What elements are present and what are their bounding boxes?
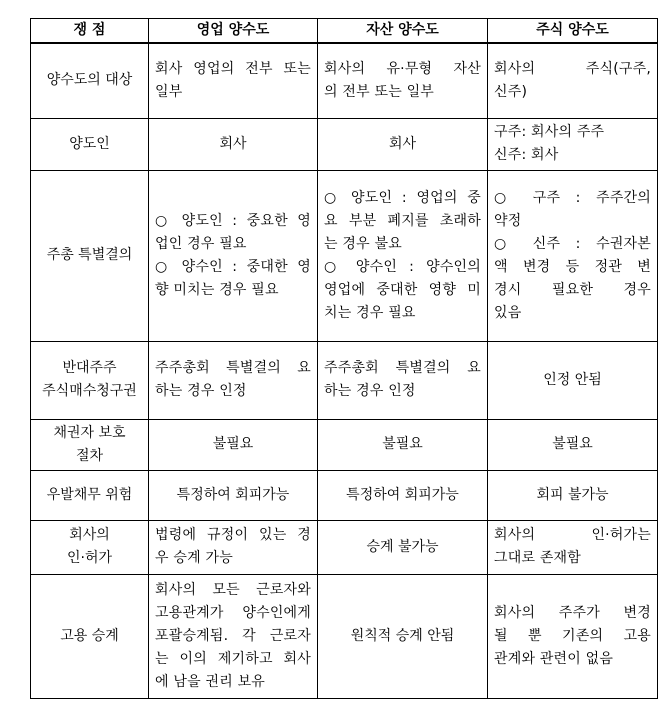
cell-line: 약정 — [494, 212, 522, 229]
issue-cell — [31, 419, 149, 470]
cell-line: 채권자 보호 — [53, 424, 126, 441]
cell-line: ○ 구주 : 주주간의 — [494, 189, 651, 206]
issue-cell — [31, 341, 149, 419]
asset-cell — [318, 118, 488, 170]
cell-line: 회사 — [388, 135, 417, 152]
cell-line: ○ 신주 : 수권자본 — [494, 235, 651, 252]
cell-line: 업인 경우 필요 — [155, 235, 247, 252]
issue-cell — [31, 520, 149, 574]
table-row — [31, 118, 658, 170]
cell-line: 회사의 — [69, 527, 110, 543]
cell-line: 에 남을 권리 보유 — [155, 673, 266, 690]
cell-line: 우발채무 위험 — [46, 486, 133, 503]
cell-line: ○ 양수인 : 양수인의 — [324, 258, 481, 275]
issue-cell — [31, 118, 149, 170]
stock-cell — [488, 520, 658, 574]
asset-cell — [318, 470, 488, 520]
cell-line: 법령에 규정이 있는 경 — [155, 527, 311, 543]
asset-cell — [318, 170, 488, 341]
asset-cell — [318, 520, 488, 574]
cell-line: 주총 특별결의 — [46, 247, 133, 263]
cell-line: 주주총회 특별결의 요 — [155, 360, 311, 376]
cell-line: 반대주주 — [62, 360, 117, 376]
table-row — [31, 574, 658, 698]
cell-line: 절차 — [75, 447, 104, 464]
cell-line: 회사의 인·허가는 — [494, 527, 651, 543]
table-row — [31, 341, 658, 419]
cell-line: 포괄승계됨. 각 근로자 — [155, 627, 311, 644]
cell-line: 회사의 주주가 변경 — [494, 604, 651, 621]
cell-line: 신주) — [494, 83, 528, 100]
issue-cell — [31, 574, 149, 698]
cell-line: 경시 필요한 경우 — [494, 281, 651, 298]
stock-cell — [488, 341, 658, 419]
cell-line: 하는 경우 인정 — [324, 383, 416, 399]
cell-line: 는 경우 불요 — [324, 235, 402, 252]
cell-line: 회사의 주식(구주, — [494, 60, 651, 77]
table-row — [31, 470, 658, 520]
cell-line: 원칙적 승계 안됨 — [350, 627, 455, 644]
cell-line: 는 이의 제기하고 회사 — [155, 650, 311, 667]
header-row — [31, 19, 658, 44]
cell-line: 신주: 회사 — [494, 147, 559, 163]
cell-line: 의 전부 또는 일부 — [324, 83, 435, 100]
cell-line: 불필요 — [212, 436, 254, 452]
business-cell — [149, 43, 318, 118]
header-asset-transfer: 자산 양수도 — [318, 19, 488, 44]
asset-cell — [318, 341, 488, 419]
cell-line: 양도인 — [69, 135, 110, 152]
cell-line: 우 승계 가능 — [155, 550, 233, 566]
issue-cell — [31, 43, 149, 118]
cell-line: 요 부분 폐지를 초래하 — [324, 212, 481, 229]
stock-cell — [488, 574, 658, 698]
cell-line: 특정하여 회피가능 — [346, 486, 459, 503]
table-row — [31, 520, 658, 574]
table-row — [31, 170, 658, 341]
cell-line: 향 미치는 경우 필요 — [155, 281, 279, 298]
cell-line: 관계와 관련이 없음 — [494, 650, 614, 667]
cell-line: 치는 경우 필요 — [324, 304, 416, 321]
cell-line: 특정하여 회피가능 — [176, 486, 290, 503]
cell-line: 고용관계가 양수인에게 — [155, 604, 311, 621]
cell-line: 있음 — [494, 304, 522, 321]
asset-cell — [318, 43, 488, 118]
business-cell — [149, 118, 318, 170]
asset-cell — [318, 419, 488, 470]
issue-cell — [31, 470, 149, 520]
cell-line: 회사 — [219, 135, 247, 152]
cell-line: 하는 경우 인정 — [155, 383, 247, 399]
cell-line: 회사 영업의 전부 또는 — [155, 60, 311, 77]
cell-line: 인정 안됨 — [543, 371, 602, 388]
header-issue: 쟁 점 — [31, 19, 149, 44]
comparison-table — [30, 18, 658, 699]
cell-line: 될 뿐 기존의 고용 — [494, 627, 651, 644]
cell-line: 액 변경 등 정관 변 — [494, 258, 651, 275]
business-cell — [149, 170, 318, 341]
business-cell — [149, 341, 318, 419]
business-cell — [149, 470, 318, 520]
stock-cell — [488, 118, 658, 170]
header-stock-transfer: 주식 양수도 — [488, 19, 658, 44]
cell-line: 회사의 모든 근로자와 — [155, 581, 311, 598]
stock-cell — [488, 170, 658, 341]
stock-cell — [488, 43, 658, 118]
cell-line: 회사의 유·무형 자산 — [324, 60, 481, 77]
business-cell — [149, 574, 318, 698]
cell-line: ○ 양도인 : 중요한 영 — [155, 212, 311, 229]
issue-cell — [31, 170, 149, 341]
table-row — [31, 419, 658, 470]
cell-line: 양수도의 대상 — [46, 72, 133, 89]
stock-cell — [488, 470, 658, 520]
cell-line: 불필요 — [382, 436, 423, 452]
cell-line: 그대로 존재함 — [494, 550, 581, 566]
cell-line: 영업에 중대한 영향 미 — [324, 281, 481, 298]
cell-line: 일부 — [155, 83, 183, 100]
header-business-transfer: 영업 양수도 — [149, 19, 318, 44]
cell-line: 불필요 — [552, 436, 593, 452]
cell-line: 승계 불가능 — [366, 538, 439, 555]
cell-line: 인·허가 — [66, 550, 113, 566]
business-cell — [149, 520, 318, 574]
cell-line: ○ 양수인 : 중대한 영 — [155, 258, 311, 275]
cell-line: 주식매수청구권 — [42, 383, 137, 399]
stock-cell — [488, 419, 658, 470]
cell-line: 구주: 회사의 주주 — [494, 124, 605, 140]
table-row — [31, 43, 658, 118]
cell-line: 회피 불가능 — [536, 486, 609, 503]
cell-line: 주주총회 특별결의 요 — [324, 360, 481, 376]
business-cell — [149, 419, 318, 470]
asset-cell — [318, 574, 488, 698]
cell-line: ○ 양도인 : 영업의 중 — [324, 189, 481, 206]
cell-line: 고용 승계 — [60, 627, 119, 644]
